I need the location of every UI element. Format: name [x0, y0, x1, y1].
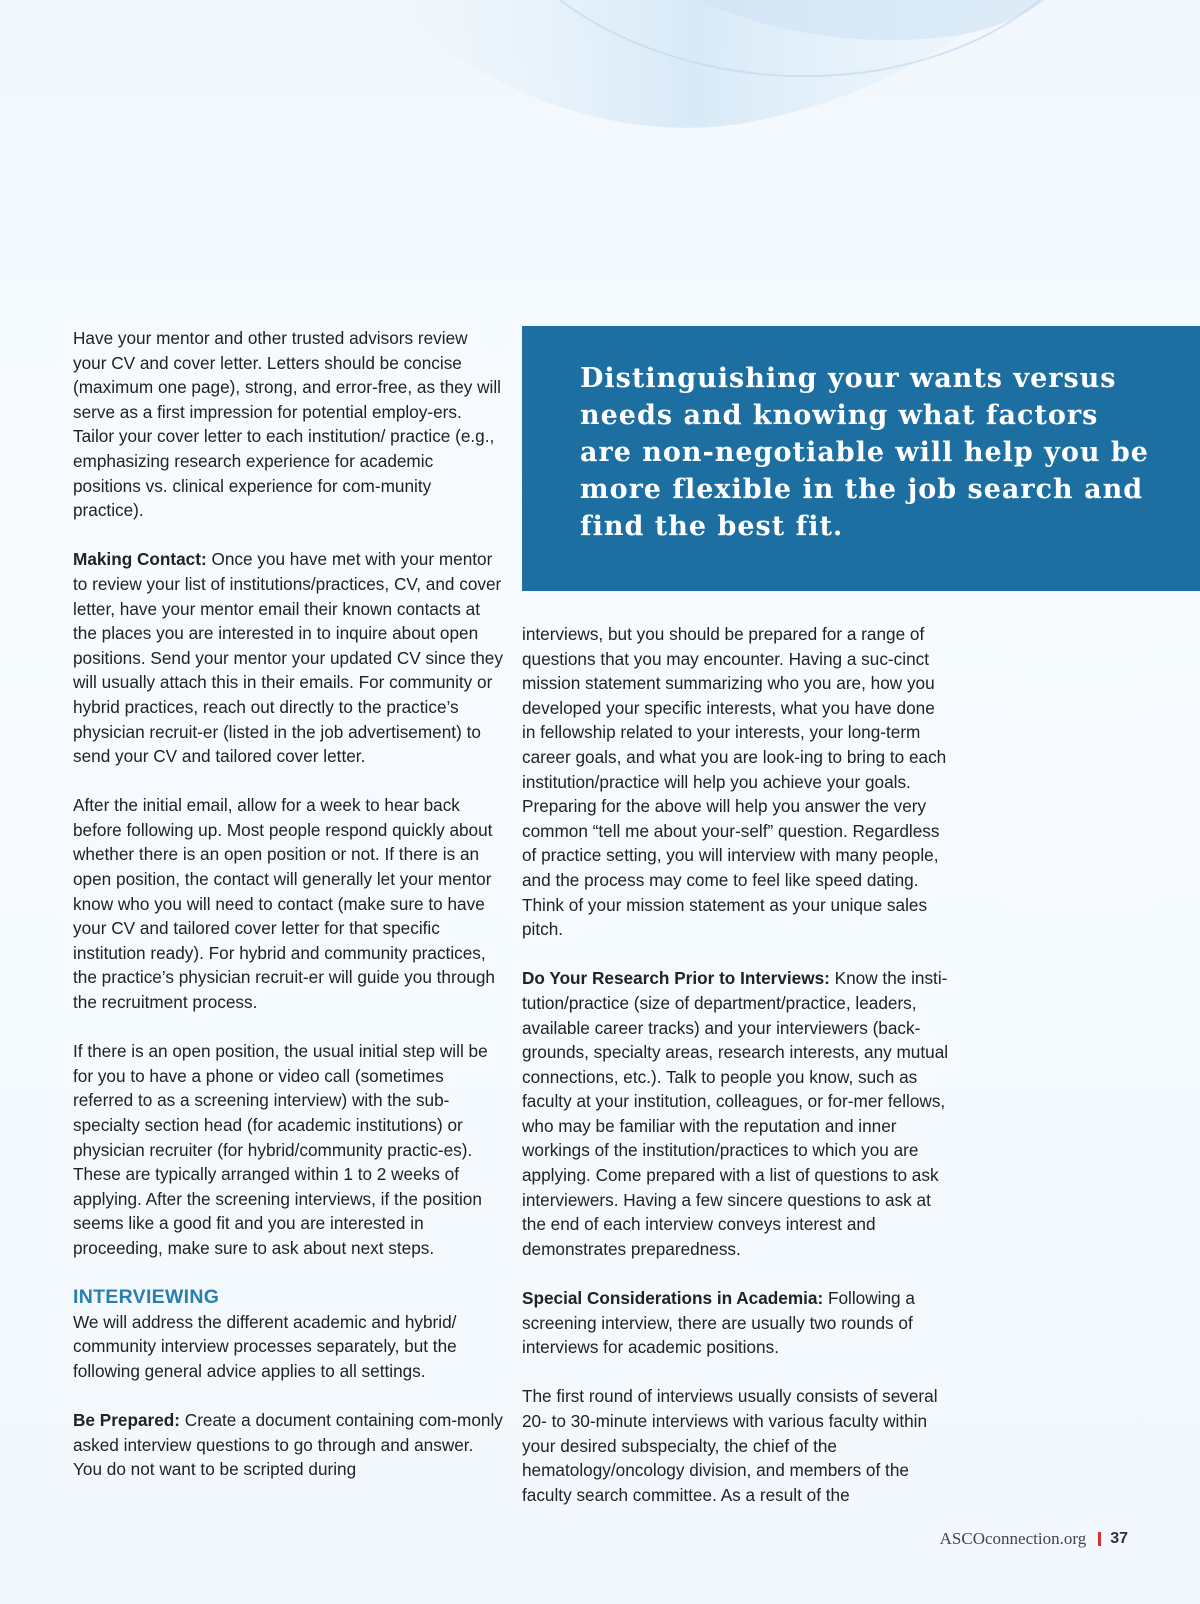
- left-column: [73, 326, 505, 1507]
- right-column: [522, 622, 952, 1532]
- section-heading-interviewing: INTERVIEWING: [73, 1286, 220, 1309]
- pull-quote-text: Distinguishing your wants versus needs and knowing what factors are non-negotiable will help you be more flexible in the job search and find the best fit.: [580, 363, 1149, 542]
- pull-quote-box: [522, 326, 1200, 591]
- lead-be-prepared: Be Prepared:: [73, 1410, 180, 1431]
- body-making-contact: Once you have met with your mentor to review your list of institutions/practices, CV, and cover letter, have your mentor email their known contacts at the places you are interested in to inquire about open positions. Send your mentor your updated CV since they will usually attach this in their emails. For community or hybrid practices, reach out directly to the practice’s physician recruit-er (listed in the job advertisement) to send your CV and tailored cover letter.: [73, 549, 503, 767]
- paragraph-interviewing: We will address the different academic and hybrid/ community interview processes separately, but the following general advice applies to all settings.: [73, 1311, 457, 1381]
- background-wave-decoration: [0, 0, 1200, 300]
- paragraph-mission-statement: interviews, but you should be prepared for a range of questions that you may encounter. Having a suc-cinct mission statement summarizing who you are, how you developed your specific interests, what you have done in fellowship related to your interests, your long-term career goals, and what you are look-ing to bring to each institution/practice will help you achieve your goals. Preparing for the above will help you answer the very common “tell me about your-self” question. Regardless of practice setting, you will interview with many people, and the process may come to feel like speed dating. Think of your mission statement as your unique sales pitch.: [522, 624, 947, 940]
- paragraph-first-round: The first round of interviews usually consists of several 20- to 30-minute interviews with various faculty within your desired subspecialty, the chief of the hematology/oncology division, and members of the faculty search committee. As a result of the: [522, 1386, 938, 1505]
- paragraph-cv-review: Have your mentor and other trusted advisors review your CV and cover letter. Letters should be concise (maximum one page), strong, and error-free, as they will serve as a first impression for potential employ-ers. Tailor your cover letter to each institution/ practice (e.g., emphasizing research experience for academic positions vs. clinical experience for com-munity practice).: [73, 328, 501, 521]
- lead-making-contact: Making Contact:: [73, 549, 207, 570]
- paragraph-making-contact: [73, 547, 505, 768]
- footer-divider: [1098, 1532, 1101, 1546]
- page-number: 37: [1110, 1530, 1128, 1547]
- body-do-your-research: Know the insti-tution/practice (size of department/practice, leaders, available career tracks) and your interviewers (back-grounds, specialty areas, research interests, any mutual connections, etc.). Talk to people you know, such as faculty at your institution, colleagues, or for-mer fellows, who may be familiar with the reputation and inner workings of the institution/practices to which you are applying. Come prepared with a list of questions to ask interviewers. Having a few sincere questions to ask at the end of each interview conveys interest and demonstrates preparedness.: [522, 968, 949, 1259]
- paragraph-be-prepared: [73, 1408, 505, 1482]
- page-footer: [940, 1529, 1128, 1549]
- paragraph-after-email: After the initial email, allow for a week to hear back before following up. Most people respond quickly about whether there is an open position or not. If there is an open position, the contact will generally let your mentor know who you will need to contact (make sure to have your CV and tailored cover letter for that specific institution ready). For hybrid and community practices, the practice’s physician recruit-er will guide you through the recruitment process.: [73, 795, 495, 1013]
- footer-site-name: ASCOconnection.org: [939, 1529, 1087, 1548]
- paragraph-special-considerations: [522, 1286, 952, 1360]
- paragraph-do-your-research: [522, 966, 952, 1261]
- paragraph-open-position: If there is an open position, the usual initial step will be for you to have a phone or video call (sometimes referred to as a screening interview) with the sub-specialty section head (for academic institutions) or physician recruiter (for hybrid/community practic-es). These are typically arranged within 1 to 2 weeks of applying. After the screening interviews, if the position seems like a good fit and you are interested in proceeding, make sure to ask about next steps.: [73, 1041, 488, 1258]
- lead-special-considerations: Special Considerations in Academia:: [522, 1288, 824, 1309]
- lead-do-your-research: Do Your Research Prior to Interviews:: [522, 968, 830, 989]
- body-special-considerations: Following a screening interview, there are usually two rounds of interviews for academic positions.: [522, 1288, 915, 1358]
- body-be-prepared: Create a document containing com-monly asked interview questions to go through and answer. You do not want to be scripted during: [73, 1410, 503, 1480]
